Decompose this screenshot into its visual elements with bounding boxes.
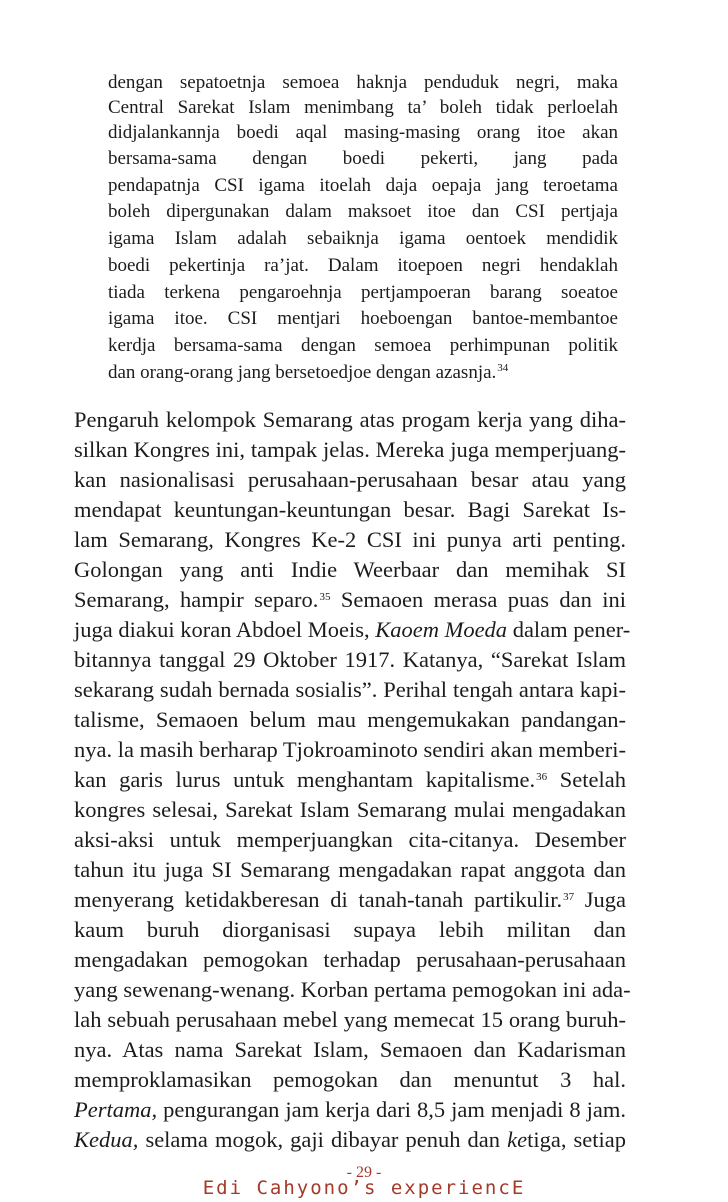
quote-line: kerdja bersama-sama dengan semoea perhimpunan politik bbox=[108, 335, 618, 356]
footnote-ref: 36 bbox=[536, 771, 548, 783]
body-line: kaum buruh diorganisasi supaya lebih militan dan bbox=[74, 917, 626, 942]
body-text: Setelah bbox=[547, 767, 626, 792]
body-line: tahun itu juga SI Semarang mengadakan rapat anggota dan bbox=[74, 857, 626, 882]
body-text: kan garis lurus untuk menghantam kapitalisme. bbox=[74, 767, 536, 792]
body-line: mendapat keuntungan-keuntungan besar. Bagi Sarekat Is- bbox=[74, 497, 626, 522]
footnote-ref: 35 bbox=[319, 591, 331, 603]
body-line bbox=[74, 1097, 626, 1123]
quote-text: dan orang-orang jang bersetoedjoe dengan azasnja. bbox=[108, 362, 497, 383]
body-line: silkan Kongres ini, tampak jelas. Mereka juga memperjuang- bbox=[74, 437, 626, 462]
newspaper-title: Kaoem Moeda bbox=[375, 617, 508, 642]
body-text: menyerang ketidakberesan di tanah-tanah partikulir. bbox=[74, 887, 563, 912]
quote-line: boedi pekertinja ra’jat. Dalam itoepoen negri hendaklah bbox=[108, 255, 618, 276]
body-line: memproklamasikan pemogokan dan menuntut 3 hal. bbox=[74, 1067, 626, 1092]
body-line: lam Semarang, Kongres Ke-2 CSI ini punya arti penting. bbox=[74, 527, 626, 552]
body-text: Juga bbox=[574, 887, 626, 912]
quote-line: Central Sarekat Islam menimbang ta’ boleh tidak perloelah bbox=[108, 97, 618, 118]
footnote-ref: 37 bbox=[563, 891, 575, 903]
body-line bbox=[74, 587, 626, 613]
body-line: yang sewenang-wenang. Korban pertama pemogokan ini ada- bbox=[74, 977, 631, 1002]
body-text: dalam pener- bbox=[507, 617, 631, 642]
quote-line: didjalankannja boedi aqal masing-masing orang itoe akan bbox=[108, 122, 618, 143]
body-text: selama mogok, gaji dibayar penuh dan bbox=[138, 1127, 508, 1152]
quote-line: tiada terkena pengaroehnja pertjampoeran barang soeatoe bbox=[108, 282, 618, 303]
body-line: mengadakan pemogokan terhadap perusahaan-perusahaan bbox=[74, 947, 626, 972]
quote-line: pendapatnja CSI igama itoelah daja oepaja jang teroetama bbox=[108, 175, 618, 196]
emphasis: Pertama, bbox=[74, 1097, 158, 1122]
quote-line-last bbox=[108, 362, 618, 384]
emphasis: ke bbox=[507, 1127, 528, 1152]
body-text: pengurangan jam kerja dari 8,5 jam menjadi 8 jam. bbox=[157, 1097, 626, 1122]
quote-line: boleh dipergunakan dalam maksoet itoe dan CSI pertjaja bbox=[108, 201, 618, 222]
body-line bbox=[74, 887, 626, 913]
page-number: - 29 - bbox=[346, 1164, 382, 1181]
body-text: tiga, setiap bbox=[527, 1127, 626, 1152]
body-line: talisme, Semaoen belum mau mengemukakan pandangan- bbox=[74, 707, 626, 732]
running-footer: Edi Cahyono’s experiencE bbox=[202, 1177, 526, 1199]
quote-line: igama Islam adalah sebaiknja igama oentoek mendidik bbox=[108, 228, 618, 249]
quote-line: igama itoe. CSI mentjari hoeboengan bantoe-membantoe bbox=[108, 308, 618, 329]
footnote-ref: 34 bbox=[497, 362, 509, 374]
body-text: Semarang, hampir separo. bbox=[74, 587, 319, 612]
quote-line: dengan sepatoetnja semoea haknja penduduk negri, maka bbox=[108, 72, 618, 93]
quote-line: bersama-sama dengan boedi pekerti, jang pada bbox=[108, 148, 618, 169]
body-line: kan nasionalisasi perusahaan-perusahaan besar atau yang bbox=[74, 467, 626, 492]
body-line bbox=[74, 1127, 626, 1153]
body-line: lah sebuah perusahaan mebel yang memecat 15 orang buruh- bbox=[74, 1007, 626, 1032]
body-line bbox=[74, 767, 626, 793]
body-line: bitannya tanggal 29 Oktober 1917. Katanya, “Sarekat Islam bbox=[74, 647, 626, 672]
body-line: Golongan yang anti Indie Weerbaar dan memihak SI bbox=[74, 557, 626, 582]
body-line: kongres selesai, Sarekat Islam Semarang mulai mengadakan bbox=[74, 797, 626, 822]
body-line: nya. la masih berharap Tjokroaminoto sendiri akan memberi- bbox=[74, 737, 626, 762]
body-line: Pengaruh kelompok Semarang atas progam kerja yang diha- bbox=[74, 407, 626, 432]
emphasis: Kedua, bbox=[74, 1127, 139, 1152]
body-line: aksi-aksi untuk memperjuangkan cita-citanya. Desember bbox=[74, 827, 626, 852]
body-line: nya. Atas nama Sarekat Islam, Semaoen dan Kadarisman bbox=[74, 1037, 626, 1062]
body-text: Semaoen merasa puas dan ini bbox=[330, 587, 627, 612]
body-text: juga diakui koran Abdoel Moeis, bbox=[74, 617, 376, 642]
body-line: sekarang sudah bernada sosialis”. Perihal tengah antara kapi- bbox=[74, 677, 626, 702]
body-line bbox=[74, 617, 631, 643]
